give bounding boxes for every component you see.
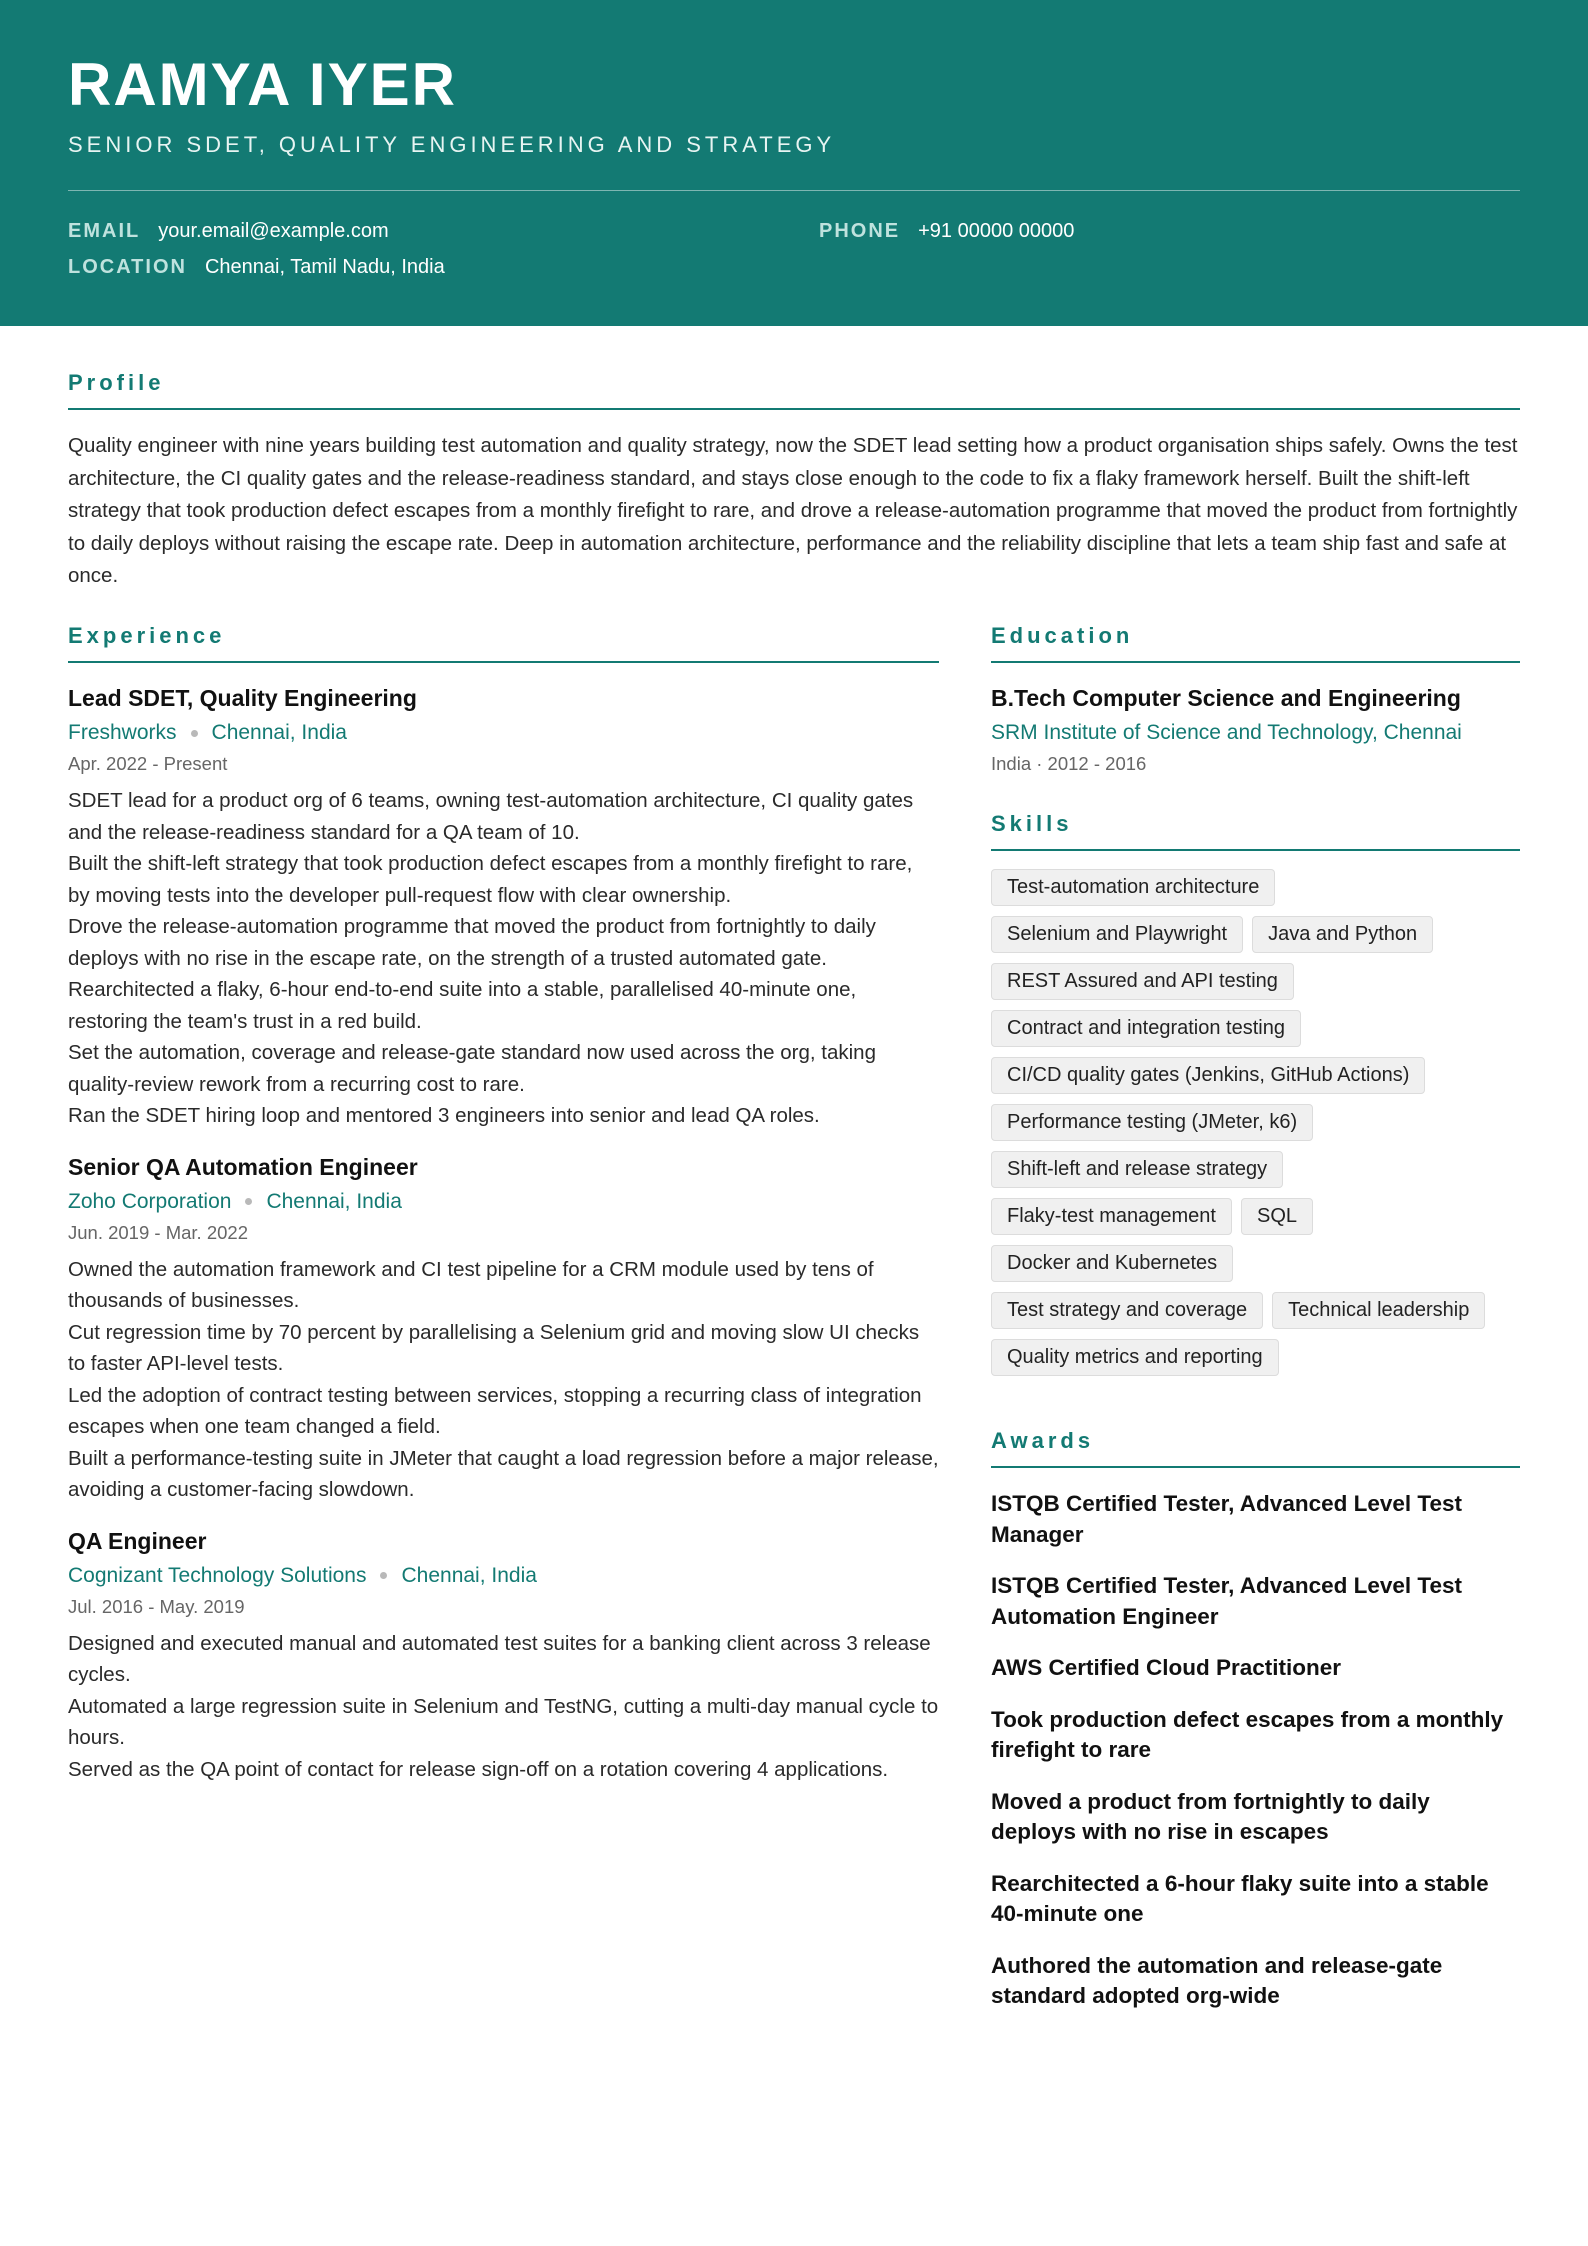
job-bullets <box>68 785 939 1132</box>
job-entry <box>68 1154 939 1506</box>
profile-summary: Quality engineer with nine years building test automation and quality strategy, now the SDET lead setting how a product organisation ships safely. Owns the test architecture, the CI quality gates and the release-readiness standard, and stays close enough to the code to fix a flaky framework herself. Built the shift-left strategy that took production defect escapes from a monthly firefight to rare, and drove a release-automation programme that moved the product from fortnightly to daily deploys without raising the escape rate. Deep in automation architecture, performance and the reliability discipline that lets a team ship fast and safe at once. <box>68 434 1518 587</box>
job-meta <box>68 1564 939 1588</box>
email-label: EMAIL <box>68 220 141 242</box>
job-title: Senior QA Automation Engineer <box>68 1153 418 1180</box>
award-item: Moved a product from fortnightly to daily deploys with no rise in escapes <box>991 1788 1430 1844</box>
job-company: Freshworks <box>68 721 177 744</box>
resume-header <box>0 0 1588 326</box>
job-bullet: Rearchitected a flaky, 6-hour end-to-end suite into a stable, parallelised 40-minute one, restoring the team's trust in a red build. <box>68 978 857 1033</box>
job-company: Zoho Corporation <box>68 1189 232 1213</box>
skill-chip: Technical leadership <box>1272 1292 1485 1329</box>
award-item: Rearchitected a 6-hour flaky suite into a stable 40-minute one <box>991 1870 1489 1926</box>
job-bullet: Designed and executed manual and automated test suites for a banking client across 3 release cycles. <box>68 1631 931 1686</box>
job-meta <box>68 1190 939 1214</box>
skills-heading: Skills <box>991 811 1520 851</box>
contact-phone <box>819 220 1074 243</box>
job-list <box>68 685 939 1785</box>
job-location: Chennai, India <box>401 1563 537 1587</box>
skill-chip: SQL <box>1241 1198 1313 1235</box>
separator-dot-icon <box>380 1572 387 1579</box>
job-bullet: Cut regression time by 70 percent by parallelising a Selenium grid and moving slow UI checks to faster API-level tests. <box>68 1320 920 1375</box>
job-bullets <box>68 1628 939 1786</box>
job-bullet: Built a performance-testing suite in JMeter that caught a load regression before a major release, avoiding a customer-facing slowdown. <box>68 1446 939 1501</box>
award-item: Authored the automation and release-gate standard adopted org-wide <box>991 1952 1443 2008</box>
job-bullets <box>68 1254 939 1506</box>
skill-chip: Shift-left and release strategy <box>991 1151 1283 1188</box>
education-section <box>991 623 1520 775</box>
job-dates: Apr. 2022 - Present <box>68 753 228 774</box>
header-divider <box>68 190 1520 191</box>
location-value: Chennai, Tamil Nadu, India <box>204 256 445 278</box>
candidate-title: SENIOR SDET, QUALITY ENGINEERING AND STRATEGY <box>68 132 836 157</box>
job-bullet: Owned the automation framework and CI test pipeline for a CRM module used by tens of thousands of businesses. <box>68 1257 874 1312</box>
candidate-name: RAMYA IYER <box>68 51 457 118</box>
job-bullet: Built the shift-left strategy that took production defect escapes from a monthly firefight to rare, by moving tests into the developer pull-request flow with clear ownership. <box>68 852 913 907</box>
skill-chip: Docker and Kubernetes <box>991 1245 1233 1282</box>
job-location: Chennai, India <box>211 721 347 744</box>
education-degree: B.Tech Computer Science and Engineering <box>991 685 1461 711</box>
job-bullet: Led the adoption of contract testing between services, stopping a recurring class of integration escapes when one team changed a field. <box>68 1383 922 1438</box>
job-location: Chennai, India <box>266 1189 402 1213</box>
skill-chip: Test-automation architecture <box>991 869 1275 906</box>
profile-heading: Profile <box>68 370 1520 410</box>
skill-chip: Selenium and Playwright <box>991 916 1243 953</box>
job-bullet: Ran the SDET hiring loop and mentored 3 engineers into senior and lead QA roles. <box>68 1104 820 1127</box>
email-value[interactable]: your.email@example.com <box>158 220 389 242</box>
job-title: Lead SDET, Quality Engineering <box>68 685 417 711</box>
award-item: AWS Certified Cloud Practitioner <box>991 1655 1342 1680</box>
profile-section <box>68 370 1520 593</box>
skill-chip: REST Assured and API testing <box>991 963 1294 1000</box>
contact-email <box>68 220 389 243</box>
job-bullet: SDET lead for a product org of 6 teams, owning test-automation architecture, CI quality gates and the release-readiness standard for a QA team of 10. <box>68 789 914 844</box>
education-heading: Education <box>991 623 1520 663</box>
job-bullet: Served as the QA point of contact for release sign-off on a rotation covering 4 applications. <box>68 1757 889 1781</box>
job-bullet: Drove the release-automation programme that moved the product from fortnightly to daily deploys with no rise in the escape rate, on the strength of a trusted automated gate. <box>68 915 876 970</box>
skills-list <box>991 869 1520 1386</box>
awards-section <box>991 1428 1520 2012</box>
awards-heading: Awards <box>991 1428 1520 1468</box>
job-dates: Jun. 2019 - Mar. 2022 <box>68 1221 248 1243</box>
contact-location <box>68 256 445 279</box>
job-entry <box>68 685 939 1132</box>
job-title: QA Engineer <box>68 1527 207 1554</box>
skill-chip: Java and Python <box>1252 916 1433 953</box>
skill-chip: CI/CD quality gates (Jenkins, GitHub Actions) <box>991 1057 1425 1094</box>
job-company: Cognizant Technology Solutions <box>68 1563 367 1587</box>
skill-chip: Flaky-test management <box>991 1198 1232 1235</box>
skill-chip: Contract and integration testing <box>991 1010 1301 1047</box>
skill-chip: Quality metrics and reporting <box>991 1339 1279 1376</box>
experience-section <box>68 623 939 1785</box>
phone-label: PHONE <box>819 220 901 242</box>
job-bullet: Set the automation, coverage and release-gate standard now used across the org, taking quality-review rework from a recurring cost to rare. <box>68 1041 876 1096</box>
job-meta <box>68 721 939 745</box>
experience-heading: Experience <box>68 623 939 663</box>
skills-section <box>991 811 1520 1386</box>
separator-dot-icon <box>245 1198 252 1205</box>
award-item: ISTQB Certified Tester, Advanced Level Test Automation Engineer <box>991 1573 1462 1629</box>
job-entry <box>68 1528 939 1786</box>
awards-list <box>991 1489 1520 2012</box>
sidebar-column <box>991 623 1520 2012</box>
award-item: ISTQB Certified Tester, Advanced Level Test Manager <box>991 1491 1462 1547</box>
phone-value[interactable]: +91 00000 00000 <box>918 220 1075 242</box>
job-dates: Jul. 2016 - May. 2019 <box>68 1595 245 1617</box>
education-meta: India · 2012 - 2016 <box>991 753 1147 774</box>
education-school: SRM Institute of Science and Technology, Chennai <box>991 721 1462 744</box>
job-bullet: Automated a large regression suite in Selenium and TestNG, cutting a multi-day manual cycle to hours. <box>68 1694 939 1749</box>
location-label: LOCATION <box>68 256 187 278</box>
skill-chip: Performance testing (JMeter, k6) <box>991 1104 1313 1141</box>
separator-dot-icon <box>191 730 198 737</box>
skill-chip: Test strategy and coverage <box>991 1292 1263 1329</box>
award-item: Took production defect escapes from a monthly firefight to rare <box>991 1706 1504 1762</box>
